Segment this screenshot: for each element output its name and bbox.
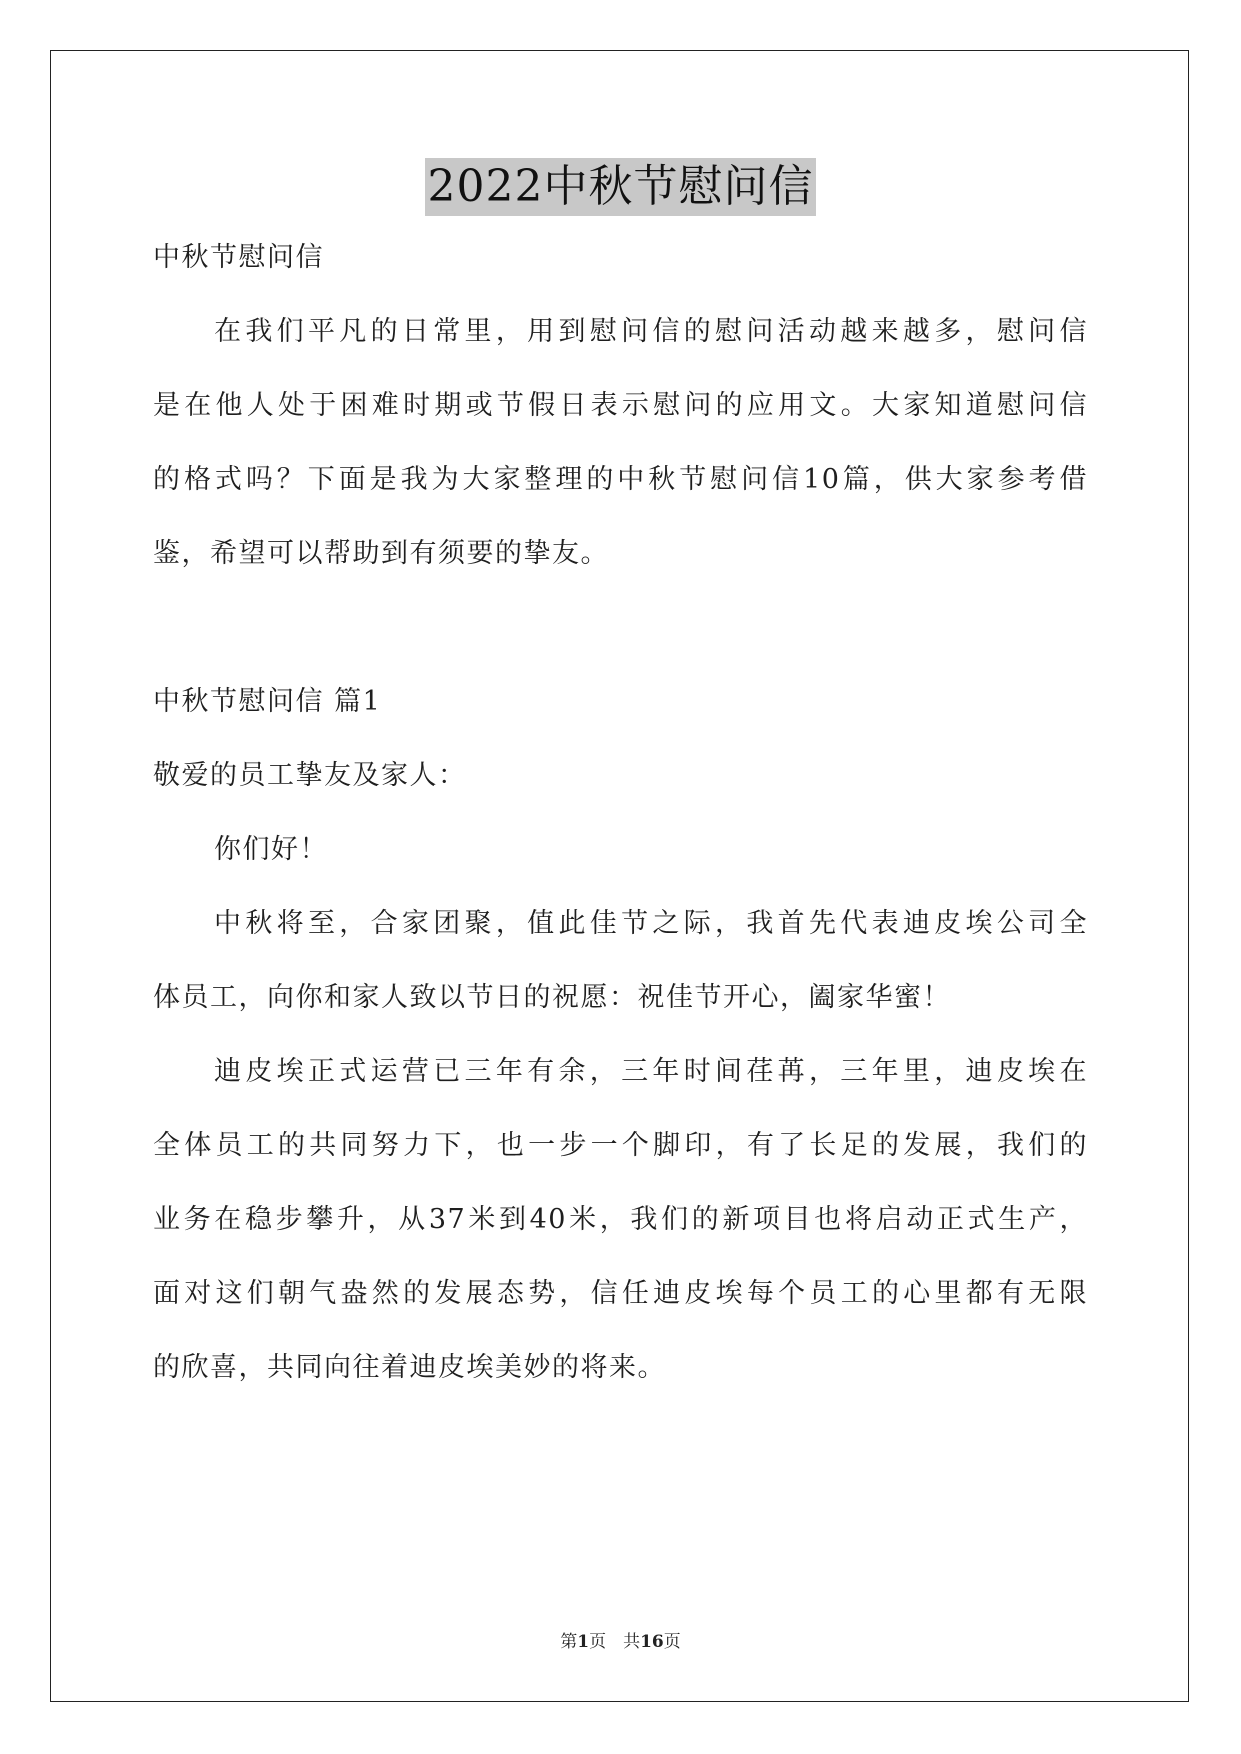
subtitle: 中秋节慰问信 [153, 242, 324, 273]
intro-line: 在我们平凡的日常里，用到慰问信的慰问活动越来越多，慰问信 [214, 316, 1088, 347]
intro-line: 鉴，希望可以帮助到有须要的挚友。 [153, 538, 609, 569]
footer-suffix: 页 [663, 1632, 681, 1652]
intro-line: 的格式吗？下面是我为大家整理的中秋节慰问信10篇，供大家参考借 [153, 464, 1088, 495]
footer-prefix: 第 [560, 1632, 578, 1652]
title-container [0, 158, 1241, 216]
paragraph-line: 体员工，向你和家人致以节日的祝愿：祝佳节开心，阖家华蜜！ [153, 982, 951, 1013]
page-border [50, 50, 1189, 1702]
paragraph-line: 业务在稳步攀升，从37米到40米，我们的新项目也将启动正式生产， [153, 1204, 1088, 1235]
page-footer [0, 1627, 1241, 1652]
intro-line: 是在他人处于困难时期或节假日表示慰问的应用文。大家知道慰问信 [153, 390, 1088, 421]
footer-total-pages: 16 [640, 1632, 664, 1652]
paragraph-line: 全体员工的共同努力下，也一步一个脚印，有了长足的发展，我们的 [153, 1130, 1088, 1161]
paragraph-line: 迪皮埃正式运营已三年有余，三年时间荏苒，三年里，迪皮埃在 [214, 1056, 1088, 1087]
greeting: 你们好！ [214, 834, 328, 865]
salutation: 敬爱的员工挚友及家人： [153, 760, 467, 791]
paragraph-line: 中秋将至，合家团聚，值此佳节之际，我首先代表迪皮埃公司全 [214, 908, 1088, 939]
footer-page-number: 1 [577, 1632, 590, 1652]
paragraph-line: 面对这们朝气盎然的发展态势，信任迪皮埃每个员工的心里都有无限 [153, 1278, 1088, 1309]
section-heading: 中秋节慰问信 篇1 [153, 686, 382, 717]
document-title: 2022中秋节慰问信 [425, 158, 817, 216]
paragraph-line: 的欣喜，共同向往着迪皮埃美妙的将来。 [153, 1352, 666, 1383]
footer-mid: 页 共 [589, 1632, 641, 1652]
